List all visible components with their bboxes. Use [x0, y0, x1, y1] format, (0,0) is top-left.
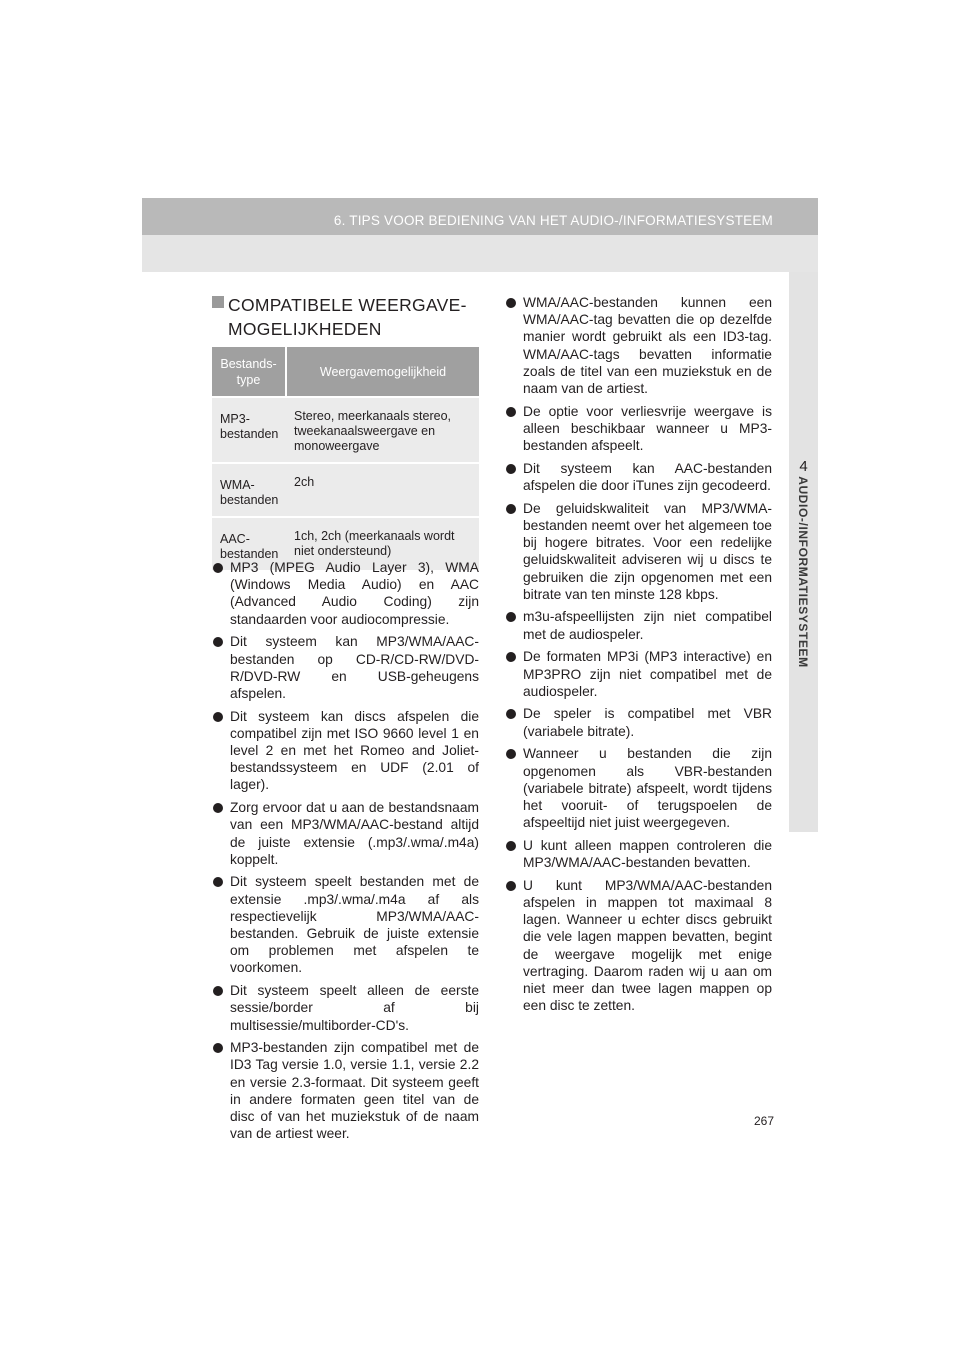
table-header-row — [212, 347, 479, 397]
table-cell-type: AAC-bestanden — [212, 517, 286, 571]
table-header-playback: Weergavemogelijkheid — [286, 347, 479, 397]
table-row — [212, 397, 479, 463]
list-item: WMA/AAC-bestanden kunnen een WMA/AAC-tag bevatten die op dezelfde manier wordt gebruikt als een ID3-tag. WMA/AAC-tags bevatten informatie zoals de titel van een muziekstuk en de naam van de artiest. — [505, 294, 772, 397]
section-heading-line2: MOGELIJKHEDEN — [228, 319, 382, 339]
compat-table — [212, 347, 479, 572]
table-cell-type: MP3-bestanden — [212, 397, 286, 463]
section-heading — [212, 293, 492, 341]
table-cell-value: Stereo, meerkanaals stereo, tweekanaalsweergave en monoweergave — [286, 397, 479, 463]
list-item: Dit systeem speelt bestanden met de extensie .mp3/.wma/.m4a af als respectievelijk MP3/WMA/AAC-bestanden. Gebruik de juiste extensie om problemen met afspelen te voorkomen. — [212, 873, 479, 976]
list-item: De speler is compatibel met VBR (variabele bitrate). — [505, 705, 772, 739]
list-item: U kunt alleen mappen controleren die MP3/WMA/AAC-bestanden bevatten. — [505, 837, 772, 871]
list-item: Dit systeem kan discs afspelen die compatibel zijn met ISO 9660 level 1 en level 2 en met het Romeo and Joliet-bestandssysteem en UDF (2.01 of lager). — [212, 708, 479, 794]
list-item: De formaten MP3i (MP3 interactive) en MP3PRO zijn niet compatibel met de audiospeler. — [505, 648, 772, 700]
page-number: 267 — [753, 1114, 774, 1128]
heading-square-icon — [212, 296, 224, 308]
list-item: Dit systeem kan MP3/WMA/AAC-bestanden op CD-R/CD-RW/DVD-R/DVD-RW en USB-geheugens afspelen. — [212, 633, 479, 702]
table-header-filetype: Bestands-type — [212, 347, 286, 397]
table-cell-value: 1ch, 2ch (meerkanaals wordt niet ondersteund) — [286, 517, 479, 571]
header-subbar — [142, 235, 818, 272]
table-cell-value: 2ch — [286, 463, 479, 517]
list-item: De optie voor verliesvrije weergave is alleen beschikbaar wanneer u MP3-bestanden afspeelt. — [505, 403, 772, 455]
list-item: Wanneer u bestanden die zijn opgenomen als VBR-bestanden (variabele bitrate) afspeelt, wordt tijdens het vooruit- of terugspoelen de afspeeltijd niet juist weergegeven. — [505, 745, 772, 831]
left-bullet-list — [212, 559, 479, 1148]
section-heading-line1: COMPATIBELE WEERGAVE- — [228, 295, 467, 315]
table-row — [212, 463, 479, 517]
table-cell-type: WMA-bestanden — [212, 463, 286, 517]
list-item: MP3-bestanden zijn compatibel met de ID3 Tag versie 1.0, versie 1.1, versie 2.2 en versie 2.3-formaat. Dit systeem geeft in andere formaten geen titel van de disc of van het muziekstuk of de naam van de artiest weer. — [212, 1039, 479, 1142]
list-item: MP3 (MPEG Audio Layer 3), WMA (Windows Media Audio) en AAC (Advanced Audio Coding) zijn standaarden voor audiocompressie. — [212, 559, 479, 628]
chapter-side-label: AUDIO-/INFORMATIESYSTEEM — [796, 476, 810, 668]
list-item: Zorg ervoor dat u aan de bestandsnaam van een MP3/WMA/AAC-bestand altijd de juiste extensie (.mp3/.wma/.m4a) koppelt. — [212, 799, 479, 868]
list-item: m3u-afspeellijsten zijn niet compatibel met de audiospeler. — [505, 608, 772, 642]
list-item: Dit systeem kan AAC-bestanden afspelen die door iTunes zijn gecodeerd. — [505, 460, 772, 494]
list-item: De geluidskwaliteit van MP3/WMA-bestanden neemt over het algemeen toe bij hogere bitrates. Voor een redelijke geluidskwaliteit adviseren wij u discs te gebruiken die zijn opgenomen met een bitrate van ten minste 128 kbps. — [505, 500, 772, 603]
list-item: Dit systeem speelt alleen de eerste sessie/border af bij multisessie/multiborder-CD's. — [212, 982, 479, 1034]
chapter-number: 4 — [799, 458, 808, 475]
right-bullet-list — [505, 294, 772, 1020]
chapter-title: 6. TIPS VOOR BEDIENING VAN HET AUDIO-/INFORMATIESYSTEEM — [333, 213, 773, 228]
chapter-header-bar — [142, 198, 818, 235]
list-item: U kunt MP3/WMA/AAC-bestanden afspelen in mappen tot maximaal 8 lagen. Wanneer u echter discs gebruikt die vele lagen mappen bevatten, begint de weergave mogelijk met enige vertraging. Daarom raden wij u aan om niet meer dan twee lagen mappen op een disc te zetten. — [505, 877, 772, 1015]
